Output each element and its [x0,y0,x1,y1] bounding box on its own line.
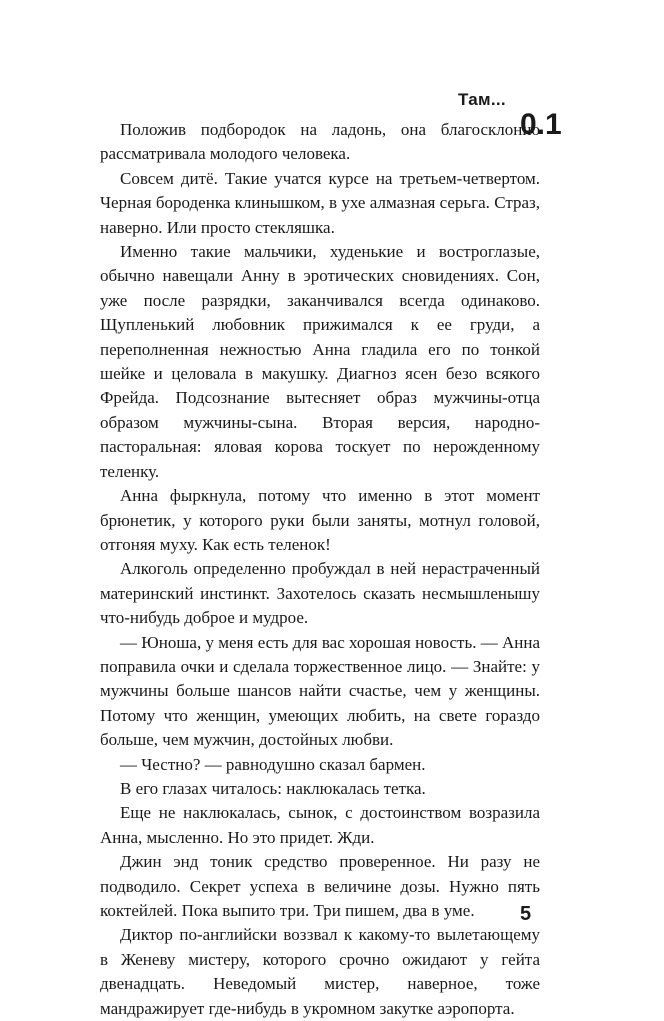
paragraph: В его глазах читалось: наклюкалась тетка. [120,778,426,798]
paragraph: Диктор по-английски воззвал к какому-то вылетающему в Женеву мистеру, которого срочно ожидают у гейта двенадцать. Неведомый мистер, наверное, тоже мандражирует где-нибудь в укромном закутке аэропорта. [100,925,540,1018]
paragraph: Совсем дитё. Такие учатся курсе на третьем-четвертом. Черная бороденка клинышком, в ухе алмазная серьга. Страз, наверно. Или просто стекляшка. [100,168,540,237]
paragraph: — Честно? — равнодушно сказал бармен. [120,754,426,774]
running-title: Там... [458,90,506,109]
chapter-number: 0.1 [520,108,562,141]
paragraph: Положив подбородок на ладонь, она благосклонно рассматривала молодого человека. [100,120,540,164]
paragraph: Джин энд тоник средство проверенное. Ни разу не подводило. Секрет успеха в величине дозы. Нужно пять коктейлей. Пока выпито три. Три пишем, два в уме. [100,852,540,920]
paragraph: Еще не наклюкалась, сынок, с достоинством возразила Анна, мысленно. Но это придет. Жди. [100,803,540,847]
paragraph: Анна фыркнула, потому что именно в этот момент брюнетик, у которого руки были заняты, мотнул головой, отгоняя муху. Как есть теленок! [100,486,540,554]
page-number: 5 [520,903,532,925]
body-text [100,118,540,1021]
paragraph: Алкоголь определенно пробуждал в ней нерастраченный материнский инстинкт. Захотелось сказать несмышленышу что-нибудь доброе и мудрое. [100,559,540,628]
paragraph: — Юноша, у меня есть для вас хорошая новость. — Анна поправила очки и сделала торжественное лицо. — Знайте: у мужчины больше шансов найти счастье, чем у женщины. Потому что женщин, умеющих любить, на свете гораздо больше, чем мужчин, достойных любви. [100,632,540,750]
paragraph: Именно такие мальчики, худенькие и востроглазые, обычно навещали Анну в эротических сновидениях. Сон, уже после разрядки, заканчивался всегда одинаково. Щупленький любовник прижимался к ее груди, а переполненная нежностью Анна гладила его по тонкой шейке и целовала в макушку. Диагноз ясен безо всякого Фрейда. Подсознание вытесняет образ мужчины-отца образом мужчины-сына. Вторая версия, народно-пасторальная: яловая корова тоскует по нерожденному теленку. [100,242,540,481]
